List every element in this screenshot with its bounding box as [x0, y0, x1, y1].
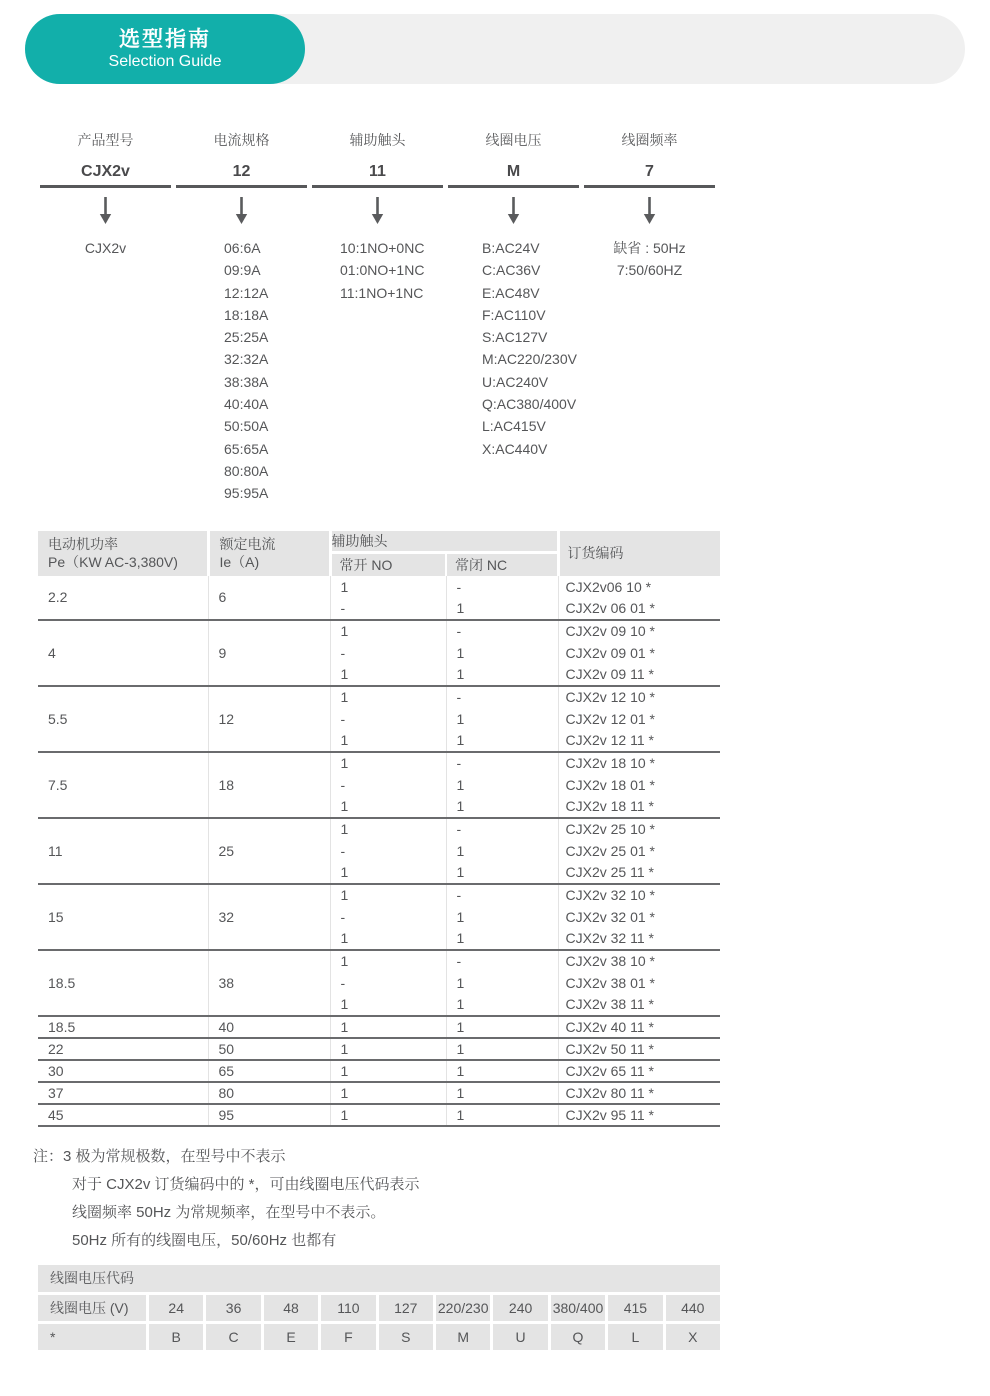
code-cell: M — [436, 1324, 490, 1350]
no-cell: 1 — [330, 862, 446, 884]
nc-cell: 1 — [446, 598, 558, 620]
current-cell: 9 — [208, 620, 330, 686]
table-row — [38, 576, 720, 598]
order-code-cell: CJX2v 50 11 * — [558, 1038, 720, 1060]
option-item: 40:40A — [224, 396, 269, 413]
no-cell: 1 — [330, 1104, 446, 1126]
coil-voltage-code-table — [38, 1265, 720, 1350]
code-cell: F — [321, 1324, 375, 1350]
nc-cell: 1 — [446, 708, 558, 730]
power-cell: 15 — [38, 884, 208, 950]
order-code-cell: CJX2v 18 01 * — [565, 776, 655, 793]
current-cell: 38 — [208, 950, 330, 1016]
voltage-cell: 48 — [264, 1295, 318, 1321]
nc-cell: 1 — [446, 1082, 558, 1104]
current-cell: 95 — [208, 1104, 330, 1126]
option-item: 7:50/60HZ — [616, 262, 683, 279]
code-cell: U — [493, 1324, 547, 1350]
option-item: 50:50A — [224, 418, 269, 435]
nc-cell: 1 — [446, 1104, 558, 1126]
code-underline — [40, 185, 171, 188]
breakdown-column-4 — [448, 130, 579, 505]
table-row — [38, 1104, 720, 1126]
code-cell: B — [149, 1324, 203, 1350]
code-underline — [584, 185, 715, 188]
table-row — [38, 620, 720, 642]
order-code-cell: CJX2v 32 11 * — [565, 930, 654, 947]
no-cell: 1 — [330, 1038, 446, 1060]
option-item: 09:9A — [224, 262, 261, 279]
note-prefix: 注： — [33, 1147, 64, 1165]
col-header-order-code: 订货编码 — [558, 531, 720, 576]
table-row — [38, 1060, 720, 1082]
table-row — [38, 950, 720, 972]
option-item: C:AC36V — [482, 262, 541, 279]
table-row — [38, 752, 720, 774]
no-cell: 1 — [330, 818, 446, 840]
power-cell: 18.5 — [38, 950, 208, 1016]
order-code-cell: CJX2v 09 10 * — [558, 620, 720, 642]
no-cell: 1 — [330, 884, 446, 906]
order-code-cell: CJX2v 38 10 * — [558, 950, 720, 972]
option-item: 25:25A — [224, 329, 269, 346]
option-item: 95:95A — [224, 485, 269, 502]
order-code-cell: CJX2v 12 01 * — [565, 710, 655, 727]
power-cell: 5.5 — [38, 686, 208, 752]
order-code-cell: CJX2v 12 11 * — [565, 732, 654, 749]
nc-cell: - — [446, 576, 558, 598]
nc-cell: - — [446, 686, 558, 708]
table-header-row — [38, 531, 720, 553]
nc-cell: 1 — [446, 796, 558, 818]
motor-power-label: 电动机功率 — [48, 536, 118, 553]
no-cell: - — [330, 906, 446, 928]
segment-code: 7 — [645, 163, 654, 180]
option-item: 12:12A — [224, 284, 269, 301]
option-item: L:AC415V — [482, 418, 546, 435]
power-cell: 37 — [38, 1082, 208, 1104]
nc-cell: 1 — [446, 774, 558, 796]
col-header-motor-power — [38, 531, 208, 576]
current-cell: 80 — [208, 1082, 330, 1104]
option-item: 80:80A — [224, 462, 269, 479]
down-arrow-icon — [235, 197, 248, 224]
section-title-zh: 选型指南 — [119, 28, 211, 51]
option-item: S:AC127V — [482, 329, 548, 346]
order-code-cell: CJX2v 80 11 * — [558, 1082, 720, 1104]
voltage-cell: 110 — [321, 1295, 375, 1321]
voltage-cell: 36 — [206, 1295, 260, 1321]
voltage-cell: 240 — [493, 1295, 547, 1321]
code-cell: Q — [551, 1324, 605, 1350]
code-cell: E — [264, 1324, 318, 1350]
code-underline — [312, 185, 443, 188]
order-code-cell: CJX2v 25 01 * — [565, 842, 655, 859]
code-row-label: * — [38, 1324, 146, 1350]
no-cell: - — [330, 774, 446, 796]
col-header-normally-open: 常开 NO — [330, 553, 446, 576]
no-cell: 1 — [330, 730, 446, 752]
no-cell: 1 — [330, 576, 446, 598]
down-arrow-icon — [507, 197, 520, 224]
order-code-cell: CJX2v 40 11 * — [558, 1016, 720, 1038]
note-line: 对于 CJX2v 订货编码中的 *，可由线圈电压代码表示 — [72, 1175, 420, 1193]
nc-cell: 1 — [446, 994, 558, 1016]
order-code-cell: CJX2v 18 10 * — [558, 752, 720, 774]
current-cell: 18 — [208, 752, 330, 818]
current-cell: 40 — [208, 1016, 330, 1038]
table-row — [38, 1082, 720, 1104]
no-cell: - — [330, 642, 446, 664]
nc-cell: - — [446, 950, 558, 972]
no-cell: 1 — [330, 1082, 446, 1104]
order-code-cell: CJX2v 32 10 * — [558, 884, 720, 906]
option-item: CJX2v — [84, 240, 127, 256]
option-item: 38:38A — [224, 373, 269, 390]
power-cell: 2.2 — [38, 576, 208, 620]
order-code-cell: CJX2v 32 01 * — [565, 908, 655, 925]
col-header-normally-closed: 常闭 NC — [446, 553, 558, 576]
option-item: M:AC220/230V — [482, 351, 577, 368]
option-item: 06:6A — [224, 240, 261, 256]
no-cell: 1 — [330, 1060, 446, 1082]
segment-code: 12 — [232, 163, 251, 180]
voltage-cell: 415 — [608, 1295, 662, 1321]
code-underline — [176, 185, 307, 188]
breakdown-column-3 — [312, 130, 443, 505]
no-cell: - — [330, 840, 446, 862]
nc-cell: 1 — [446, 1016, 558, 1038]
down-arrow-icon — [371, 197, 384, 224]
power-cell: 18.5 — [38, 1016, 208, 1038]
section-title-en: Selection Guide — [108, 53, 222, 70]
table-row — [38, 818, 720, 840]
option-item: 32:32A — [224, 351, 269, 368]
current-cell: 25 — [208, 818, 330, 884]
nc-cell: 1 — [446, 642, 558, 664]
current-cell: 32 — [208, 884, 330, 950]
voltage-cell: 220/230 — [436, 1295, 490, 1321]
no-cell: 1 — [330, 1016, 446, 1038]
table-row — [38, 1016, 720, 1038]
nc-cell: 1 — [446, 906, 558, 928]
current-cell: 6 — [208, 576, 330, 620]
note-line: 线圈频率 50Hz 为常规频率，在型号中不表示。 — [72, 1203, 386, 1221]
segment-code: CJX2v — [81, 163, 130, 180]
down-arrow-icon — [99, 197, 112, 224]
table-row — [38, 884, 720, 906]
current-cell: 12 — [208, 686, 330, 752]
section-banner — [25, 14, 965, 84]
order-code-cell: CJX2v 09 01 * — [565, 644, 655, 661]
nc-cell: 1 — [446, 730, 558, 752]
down-arrow-icon — [643, 197, 656, 224]
option-item: X:AC440V — [482, 440, 548, 457]
order-code-cell: CJX2v 38 01 * — [565, 974, 655, 991]
option-item: 18:18A — [224, 306, 269, 323]
option-item: 01:0NO+1NC — [340, 262, 425, 279]
power-cell: 11 — [38, 818, 208, 884]
nc-cell: - — [446, 620, 558, 642]
nc-cell: - — [446, 884, 558, 906]
option-item: 65:65A — [224, 440, 269, 457]
nc-cell: 1 — [446, 1038, 558, 1060]
nc-cell: 1 — [446, 862, 558, 884]
breakdown-column-1 — [40, 130, 171, 505]
order-code-cell: CJX2v 06 01 * — [565, 600, 655, 617]
no-cell: 1 — [330, 994, 446, 1016]
coil-voltage-code-row — [38, 1324, 720, 1350]
order-code-cell: CJX2v 12 10 * — [558, 686, 720, 708]
no-cell: 1 — [330, 620, 446, 642]
breakdown-column-5 — [584, 130, 715, 505]
no-cell: 1 — [330, 752, 446, 774]
segment-label: 线圈频率 — [621, 132, 678, 148]
motor-power-sublabel: Pe（KW AC-3,380V) — [48, 554, 178, 571]
code-cell: S — [379, 1324, 433, 1350]
order-code-cell: CJX2v 09 11 * — [565, 666, 654, 683]
breakdown-column-2 — [176, 130, 307, 505]
power-cell: 7.5 — [38, 752, 208, 818]
code-underline — [448, 185, 579, 188]
power-cell: 45 — [38, 1104, 208, 1126]
no-cell: 1 — [330, 664, 446, 686]
power-cell: 4 — [38, 620, 208, 686]
segment-label: 产品型号 — [77, 132, 134, 148]
option-item: B:AC24V — [482, 240, 540, 256]
table-row — [38, 686, 720, 708]
option-item: 10:1NO+0NC — [340, 240, 425, 256]
note-line — [33, 1143, 990, 1171]
option-item: U:AC240V — [482, 373, 549, 390]
code-cell: X — [666, 1324, 720, 1350]
order-code-cell: CJX2v 25 11 * — [565, 864, 654, 881]
coil-voltage-row — [38, 1295, 720, 1321]
rated-current-label: 额定电流 — [219, 536, 276, 553]
option-item: F:AC110V — [482, 306, 546, 323]
note-line: 50Hz 所有的线圈电压，50/60Hz 也都有 — [72, 1231, 337, 1249]
current-cell: 50 — [208, 1038, 330, 1060]
nc-cell: 1 — [446, 840, 558, 862]
no-cell: - — [330, 598, 446, 620]
voltage-cell: 380/400 — [551, 1295, 605, 1321]
option-item: 缺省 : 50Hz — [613, 240, 686, 256]
code-cell: L — [608, 1324, 662, 1350]
voltage-cell: 24 — [149, 1295, 203, 1321]
option-item: E:AC48V — [482, 284, 540, 301]
order-code-cell: CJX2v 95 11 * — [558, 1104, 720, 1126]
order-code-cell: CJX2v 18 11 * — [565, 798, 654, 815]
no-cell: 1 — [330, 928, 446, 950]
option-item: Q:AC380/400V — [482, 396, 577, 413]
nc-cell: - — [446, 752, 558, 774]
no-cell: 1 — [330, 686, 446, 708]
order-code-cell: CJX2v 25 10 * — [558, 818, 720, 840]
segment-label: 线圈电压 — [485, 132, 542, 148]
no-cell: - — [330, 972, 446, 994]
segment-code: M — [506, 163, 521, 180]
model-code-breakdown — [40, 130, 720, 505]
col-header-aux-contacts: 辅助触头 — [330, 531, 558, 553]
current-cell: 65 — [208, 1060, 330, 1082]
segment-label: 辅助触头 — [349, 132, 406, 148]
voltage-cell: 127 — [379, 1295, 433, 1321]
segment-label: 电流规格 — [213, 132, 270, 148]
power-cell: 30 — [38, 1060, 208, 1082]
code-cell: C — [206, 1324, 260, 1350]
order-code-cell: CJX2v 65 11 * — [558, 1060, 720, 1082]
nc-cell: 1 — [446, 664, 558, 686]
no-cell: 1 — [330, 950, 446, 972]
voltage-cell: 440 — [666, 1295, 720, 1321]
option-item: 11:1NO+1NC — [340, 284, 424, 301]
nc-cell: - — [446, 818, 558, 840]
nc-cell: 1 — [446, 1060, 558, 1082]
voltage-row-label: 线圈电压 (V) — [38, 1295, 146, 1321]
power-cell: 22 — [38, 1038, 208, 1060]
selection-table — [38, 531, 720, 1127]
nc-cell: 1 — [446, 928, 558, 950]
order-code-cell: CJX2v06 10 * — [565, 578, 652, 595]
section-title-badge — [25, 14, 305, 84]
col-header-rated-current — [208, 531, 330, 576]
rated-current-sublabel: Ie（A) — [219, 554, 260, 571]
no-cell: - — [330, 708, 446, 730]
order-code-cell: CJX2v 38 11 * — [565, 996, 654, 1013]
nc-cell: 1 — [446, 972, 558, 994]
segment-code: 11 — [369, 163, 386, 180]
no-cell: 1 — [330, 796, 446, 818]
note-text: 3 极为常规极数，在型号中不表示 — [63, 1147, 286, 1165]
coil-voltage-table-title: 线圈电压代码 — [38, 1265, 720, 1292]
table-row — [38, 1038, 720, 1060]
notes-block — [33, 1143, 990, 1255]
